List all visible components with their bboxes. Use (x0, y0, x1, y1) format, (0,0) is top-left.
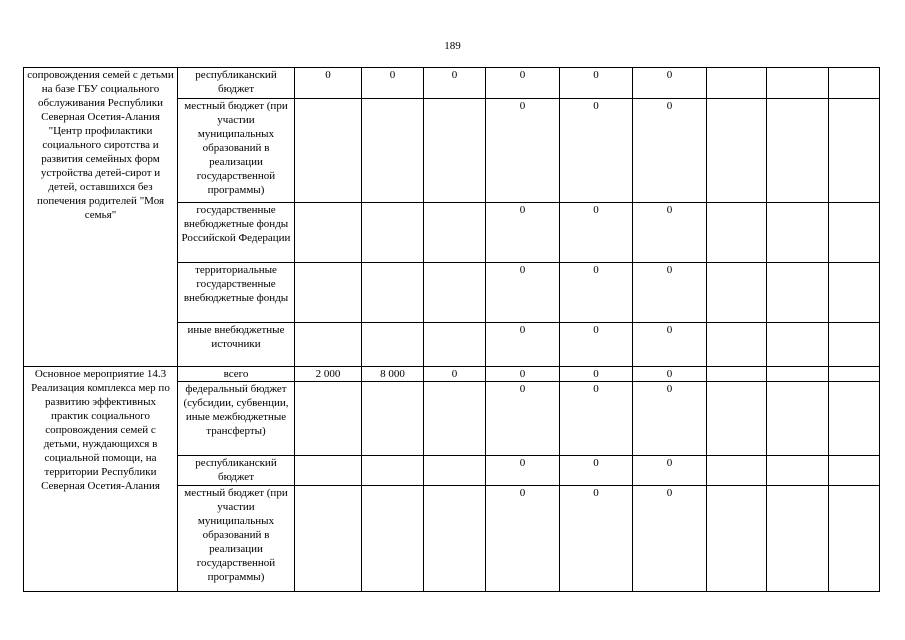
value-cell (295, 263, 362, 323)
value-cell (362, 456, 424, 486)
value-cell (424, 99, 486, 203)
value-cell (362, 382, 424, 456)
value-cell: 2 000 (295, 367, 362, 382)
value-cell (295, 203, 362, 263)
value-cell (424, 382, 486, 456)
value-cell (362, 203, 424, 263)
value-cell: 8 000 (362, 367, 424, 382)
value-cell: 0 (633, 323, 707, 367)
value-cell (767, 99, 829, 203)
value-cell: 0 (295, 68, 362, 99)
value-cell: 0 (486, 68, 560, 99)
value-cell (295, 323, 362, 367)
value-cell: 0 (486, 203, 560, 263)
budget-table (23, 67, 880, 592)
value-cell: 0 (486, 367, 560, 382)
value-cell: 0 (486, 456, 560, 486)
value-cell (829, 203, 880, 263)
page-number: 189 (444, 40, 461, 52)
value-cell (829, 263, 880, 323)
table-row (24, 367, 880, 382)
event-name-cell: сопровождения семей с детьми на базе ГБУ социального обслуживания Республики Северная Осетия-Алания "Центр профилактики социального сиротства и развития семейных форм устройства детей-сирот и детей, оставшихся без попечения родителей "Моя семья" (24, 68, 178, 367)
value-cell: 0 (633, 456, 707, 486)
value-cell (707, 456, 767, 486)
value-cell (829, 367, 880, 382)
value-cell (295, 456, 362, 486)
value-cell (424, 456, 486, 486)
value-cell: 0 (560, 263, 633, 323)
value-cell: 0 (560, 68, 633, 99)
value-cell: 0 (633, 382, 707, 456)
value-cell: 0 (560, 203, 633, 263)
value-cell (767, 68, 829, 99)
funding-source-cell: местный бюджет (при участии муниципальных образований в реализации государственной программы) (178, 486, 295, 592)
value-cell (767, 323, 829, 367)
value-cell (829, 99, 880, 203)
funding-source-cell: всего (178, 367, 295, 382)
value-cell (767, 382, 829, 456)
value-cell (362, 99, 424, 203)
funding-source-cell: федеральный бюджет (субсидии, субвенции, иные межбюджетные трансферты) (178, 382, 295, 456)
value-cell: 0 (424, 68, 486, 99)
funding-source-cell: иные внебюджетные источники (178, 323, 295, 367)
value-cell (767, 456, 829, 486)
value-cell (829, 456, 880, 486)
value-cell (707, 486, 767, 592)
value-cell (362, 263, 424, 323)
value-cell: 0 (633, 203, 707, 263)
value-cell (707, 382, 767, 456)
value-cell (707, 323, 767, 367)
value-cell (767, 263, 829, 323)
value-cell: 0 (486, 99, 560, 203)
value-cell: 0 (633, 486, 707, 592)
value-cell (767, 203, 829, 263)
funding-source-cell: территориальные государственные внебюджетные фонды (178, 263, 295, 323)
value-cell: 0 (560, 99, 633, 203)
funding-source-cell: республиканский бюджет (178, 456, 295, 486)
value-cell: 0 (424, 367, 486, 382)
value-cell: 0 (486, 263, 560, 323)
value-cell: 0 (560, 323, 633, 367)
value-cell: 0 (560, 367, 633, 382)
value-cell (362, 486, 424, 592)
value-cell (767, 367, 829, 382)
value-cell: 0 (633, 99, 707, 203)
value-cell: 0 (633, 367, 707, 382)
value-cell: 0 (560, 456, 633, 486)
value-cell: 0 (486, 323, 560, 367)
value-cell (707, 99, 767, 203)
value-cell (829, 382, 880, 456)
funding-source-cell: местный бюджет (при участии муниципальных образований в реализации государственной программы) (178, 99, 295, 203)
funding-source-cell: республиканский бюджет (178, 68, 295, 99)
table-row (24, 68, 880, 99)
value-cell: 0 (560, 486, 633, 592)
value-cell (295, 99, 362, 203)
event-name-cell: Основное мероприятие 14.3 Реализация комплекса мер по развитию эффективных практик социального сопровождения семей с детьми, нуждающихся в социальной помощи, на территории Республики Северная Осетия-Алания (24, 367, 178, 592)
value-cell: 0 (486, 486, 560, 592)
value-cell (829, 323, 880, 367)
funding-source-cell: государственные внебюджетные фонды Российской Федерации (178, 203, 295, 263)
value-cell (767, 486, 829, 592)
value-cell (424, 323, 486, 367)
value-cell (707, 68, 767, 99)
budget-table-body (24, 68, 880, 592)
value-cell (424, 486, 486, 592)
value-cell: 0 (560, 382, 633, 456)
value-cell: 0 (633, 263, 707, 323)
value-cell (295, 486, 362, 592)
value-cell: 0 (362, 68, 424, 99)
value-cell: 0 (633, 68, 707, 99)
value-cell (424, 263, 486, 323)
value-cell (362, 323, 424, 367)
value-cell (424, 203, 486, 263)
value-cell (707, 367, 767, 382)
value-cell (829, 68, 880, 99)
value-cell: 0 (486, 382, 560, 456)
value-cell (707, 263, 767, 323)
value-cell (707, 203, 767, 263)
value-cell (295, 382, 362, 456)
value-cell (829, 486, 880, 592)
